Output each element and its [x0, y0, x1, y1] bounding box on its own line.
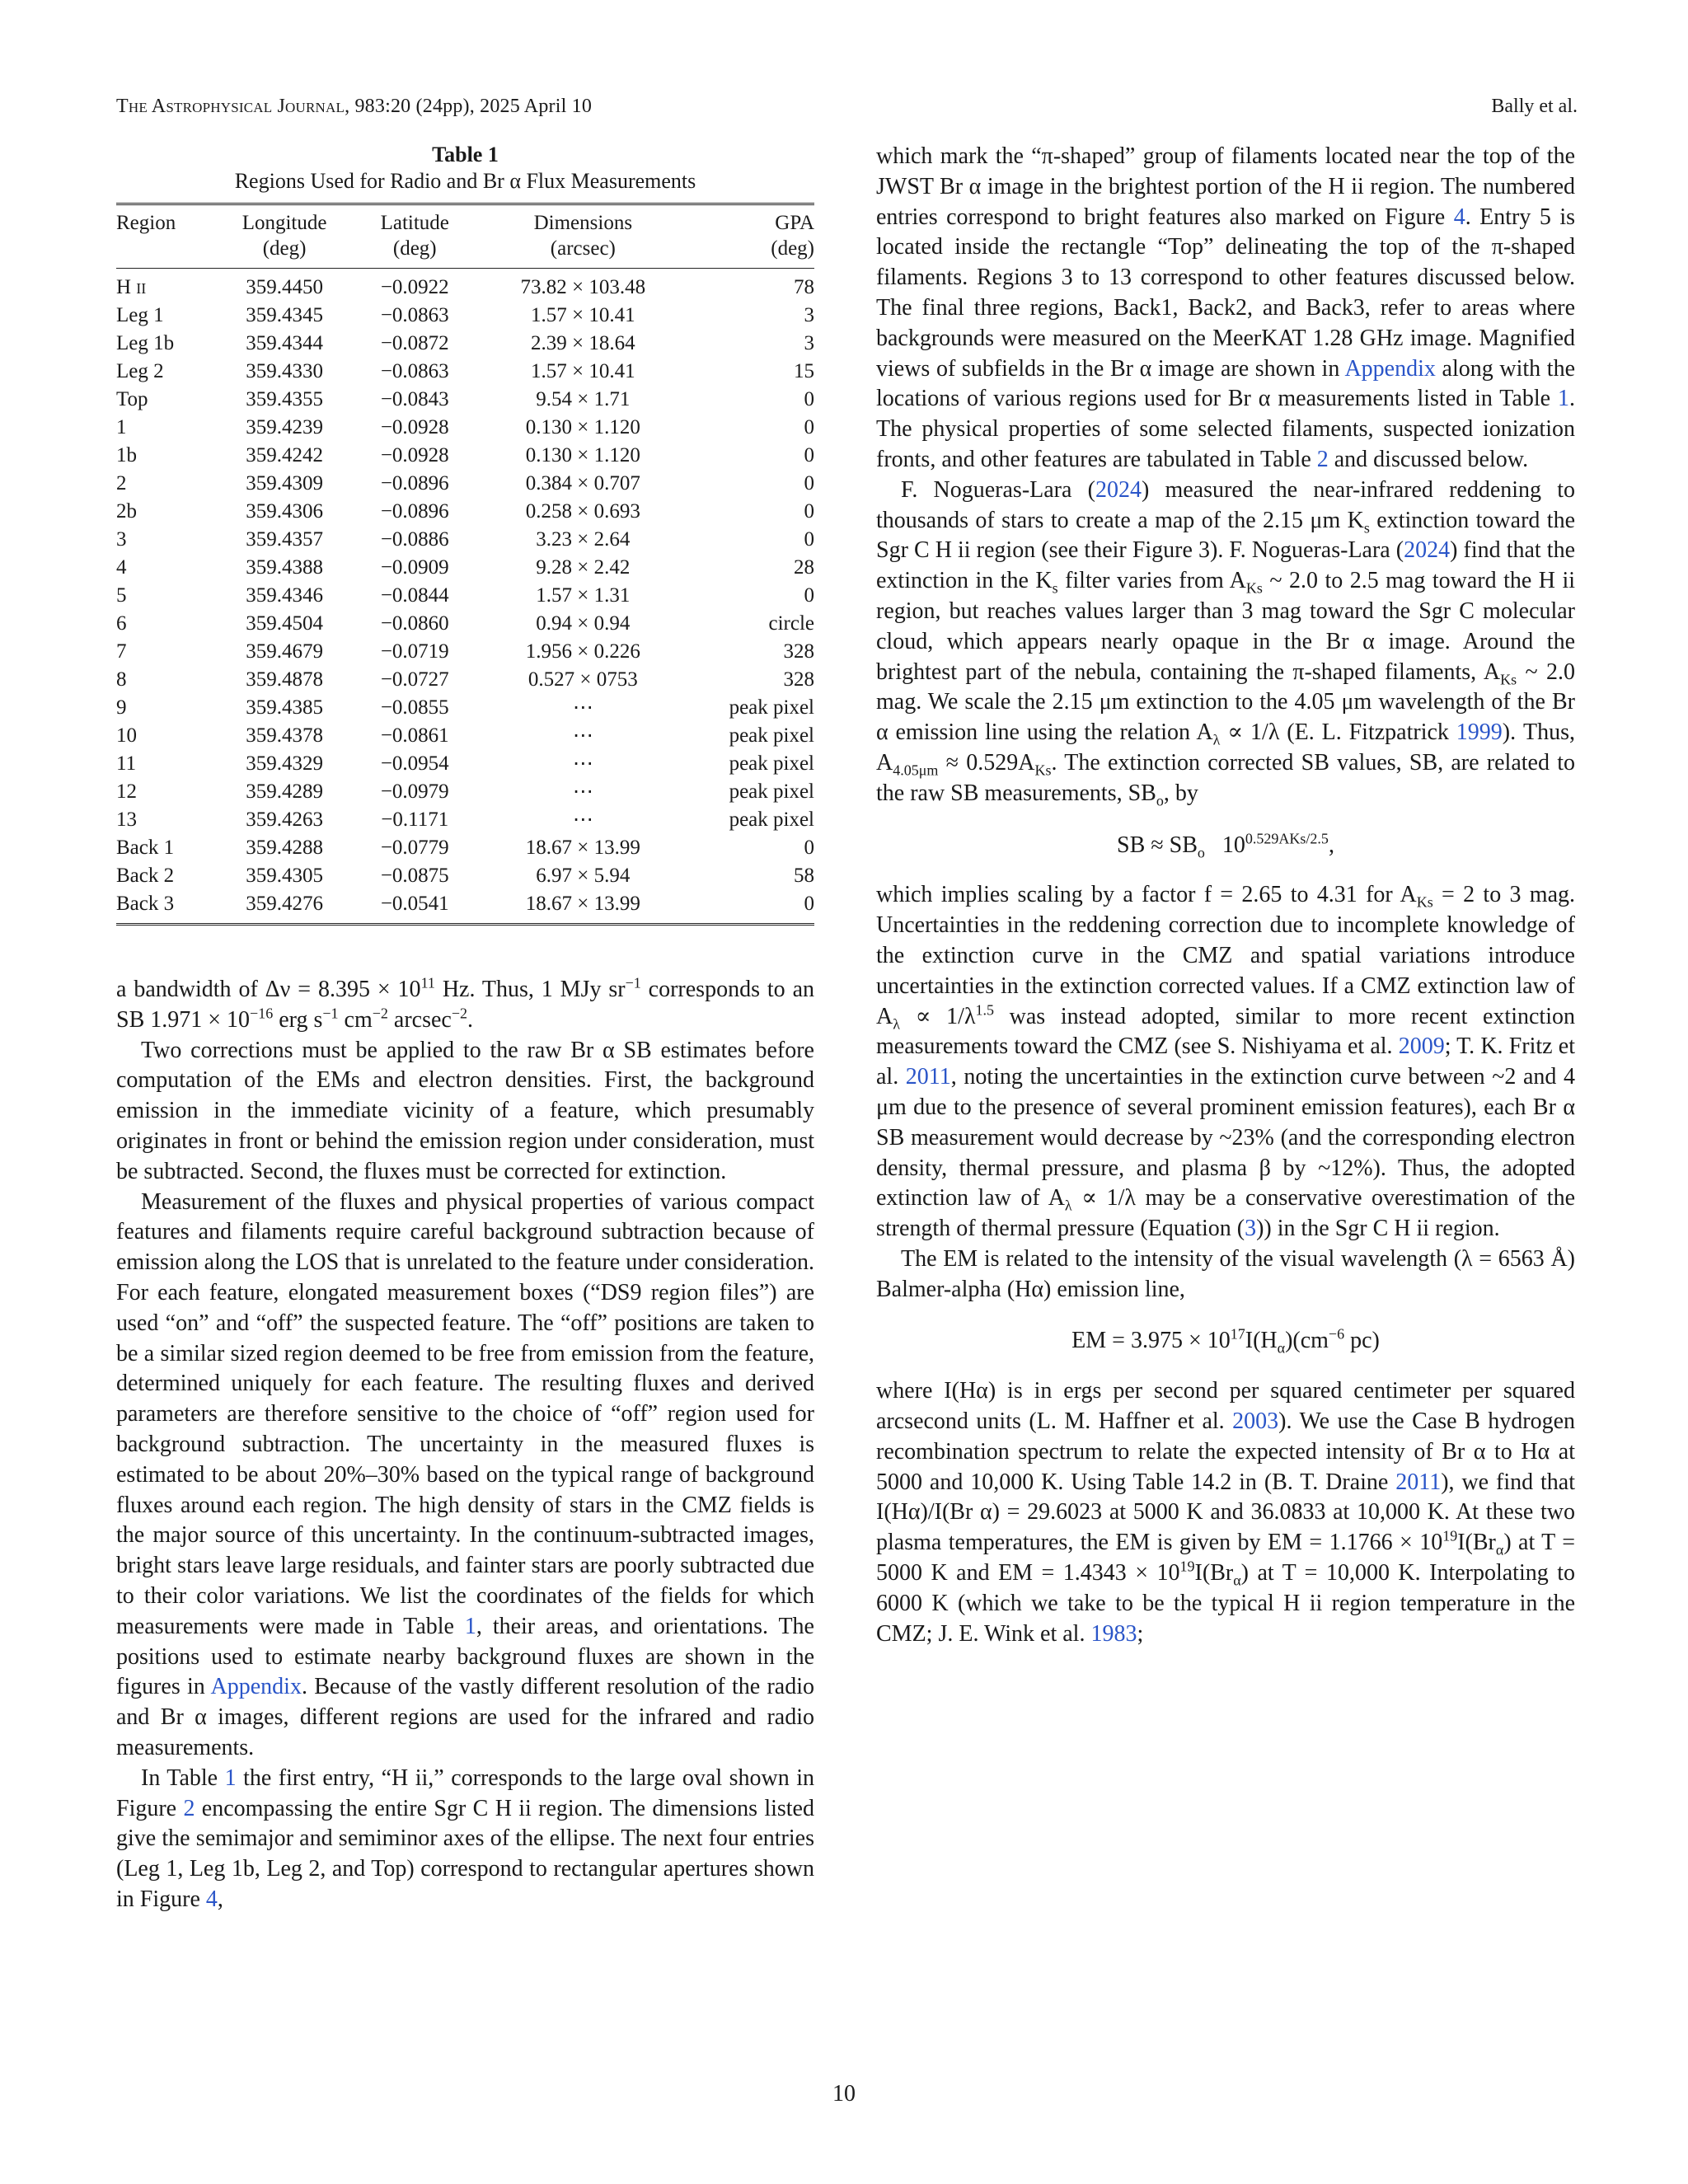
figure-2-link[interactable]: 2	[183, 1795, 195, 1821]
cell-dimensions: 3.23 × 2.64	[536, 528, 631, 551]
cell-region: Leg 1b	[116, 332, 175, 354]
table-row	[116, 269, 814, 302]
cell-latitude: −0.0896	[380, 500, 449, 523]
cell-longitude: 359.4330	[246, 360, 323, 382]
cell-latitude: −0.0928	[380, 416, 449, 438]
cell-longitude: 359.4263	[246, 808, 323, 831]
cell-region: 5	[116, 584, 127, 607]
citation-link[interactable]: 1999	[1456, 719, 1503, 746]
citation-link[interactable]: 2011	[905, 1064, 951, 1090]
cell-region: Leg 2	[116, 360, 164, 382]
cell-gpa: 0	[804, 444, 814, 466]
cell-longitude: 359.4450	[246, 276, 323, 298]
running-header-journal	[116, 96, 592, 118]
running-header-authors: Bally et al.	[1491, 96, 1578, 117]
table-row	[116, 302, 814, 330]
cell-latitude: −0.0979	[380, 780, 449, 803]
equation-em: EM = $3.975 \times 10^{17}I(H_\alpha)(cm^{-6}$ pc)	[1071, 1326, 1380, 1357]
paragraph-em: The EM is related to the intensity of the visual wavelength (λ = 6563 Å) Balmer-alpha (Hα) emission line,	[876, 1245, 1575, 1302]
cell-longitude: 359.4288	[246, 837, 323, 859]
cell-longitude: 359.4309	[246, 472, 323, 494]
equation-3-link[interactable]: 3	[1245, 1216, 1257, 1242]
appendix-link[interactable]: Appendix	[210, 1674, 302, 1700]
table-row	[116, 470, 814, 498]
cell-gpa: 78	[794, 276, 814, 298]
table-row	[116, 442, 814, 470]
table-row	[116, 806, 814, 834]
cell-longitude: 359.4306	[246, 500, 323, 523]
col-header-longitude: Longitude (deg)	[217, 204, 351, 269]
cell-gpa: 328	[783, 640, 814, 663]
table-1-link[interactable]: 1	[224, 1765, 237, 1791]
table-row	[116, 694, 814, 722]
cell-gpa: 0	[688, 890, 814, 925]
cell-gpa: peak pixel	[729, 724, 814, 747]
appendix-link[interactable]: Appendix	[1344, 355, 1436, 382]
cell-latitude: −0.0541	[352, 890, 478, 925]
cell-gpa: 0	[804, 472, 814, 494]
cell-gpa: 28	[794, 556, 814, 579]
cell-gpa: 3	[804, 304, 814, 326]
table-row	[116, 834, 814, 862]
cell-region: 13	[116, 808, 137, 831]
equation-sb: SB ≈ $SB_o$ $10^{0.529AKs/2.5}$,	[1117, 830, 1334, 861]
cell-dimensions: 0.94 × 0.94	[536, 612, 631, 635]
cell-longitude: 359.4385	[246, 696, 323, 719]
table-row	[116, 778, 814, 806]
col-header-latitude: Latitude (deg)	[352, 204, 478, 269]
table-subtitle: Regions Used for Radio and Br α Flux Measurements	[234, 169, 696, 193]
cell-longitude: 359.4679	[246, 640, 323, 663]
cell-dimensions: 0.384 × 0.707	[525, 472, 640, 494]
cell-dimensions: ⋯	[572, 696, 593, 719]
citation-link[interactable]: 1983	[1090, 1620, 1137, 1647]
table-title: Table 1	[432, 143, 499, 166]
cell-dimensions: 1.57 × 1.31	[536, 584, 631, 607]
table-row	[116, 610, 814, 638]
cell-latitude: −0.0855	[380, 696, 449, 719]
table-header-row	[116, 204, 814, 269]
table-row	[116, 414, 814, 442]
cell-dimensions: 18.67 × 13.99	[525, 837, 640, 859]
table-row	[116, 526, 814, 554]
cell-region: Back 1	[116, 837, 175, 859]
left-column	[116, 142, 814, 1915]
table-row	[116, 330, 814, 358]
col-header-region: Region	[116, 204, 217, 269]
cell-dimensions: ⋯	[572, 808, 593, 831]
cell-longitude: 359.4345	[246, 304, 323, 326]
figure-4-link[interactable]: 4	[1453, 204, 1465, 230]
cell-latitude: −0.0863	[380, 304, 449, 326]
paragraph-table-entries: In Table 1 the first entry, “H ii,” corresponds to the large oval shown in Figure 2 encompassing the entire Sgr C H ii region. The dimensions listed give the semimajor and semiminor axes of the ellipse. The next four entries (Leg 1, Leg 1b, Leg 2, and Top) correspond to rectangular apertures shown in Figure 4,	[116, 1765, 814, 1912]
cell-dimensions: ⋯	[572, 724, 593, 747]
cell-dimensions: ⋯	[572, 752, 593, 775]
cell-latitude: −0.0779	[380, 837, 449, 859]
table-row	[116, 862, 814, 890]
cell-dimensions: 18.67 × 13.99	[478, 890, 688, 925]
cell-longitude: 359.4289	[246, 780, 323, 803]
cell-dimensions: 0.130 × 1.120	[525, 444, 640, 466]
cell-latitude: −0.0886	[380, 528, 449, 551]
cell-longitude: 359.4242	[246, 444, 323, 466]
cell-longitude: 359.4344	[246, 332, 323, 354]
cell-dimensions: 0.527 × 0753	[528, 668, 638, 691]
cell-latitude: −0.0875	[380, 865, 449, 887]
cell-gpa: 0	[804, 584, 814, 607]
cell-gpa: 0	[804, 388, 814, 410]
cell-latitude: −0.0843	[380, 388, 449, 410]
cell-region: Back 2	[116, 865, 175, 887]
paragraph-corrections: Two corrections must be applied to the raw Br α SB estimates before computation of the EMs and electron densities. First, the background emission in the immediate vicinity of a feature, which presumably originates in front or behind the emission region under consideration, must be subtracted. Second, the fluxes must be corrected for extinction.	[116, 1037, 814, 1184]
cell-region: 6	[116, 612, 127, 635]
cell-dimensions: 9.28 × 2.42	[536, 556, 631, 579]
cell-gpa: circle	[768, 612, 814, 635]
paragraph-pi-filaments: which mark the “π-shaped” group of filaments located near the top of the JWST Br α image in the brightest portion of the H ii region. The numbered entries correspond to bright features also marked on Figure 4. Entry 5 is located inside the rectangle “Top” delineating the top of the π-shaped filaments. Regions 3 to 13 correspond to other features discussed below. The final three regions, Back1, Back2, and Back3, refer to areas where backgrounds were measured on the MeerKAT 1.28 GHz image. Magnified views of subfields in the Br α image are shown in Appendix along with the locations of various regions used for Br α measurements listed in Table 1. The physical properties of some selected filaments, suspected ionization fronts, and other features are tabulated in Table 2 and discussed below.	[876, 143, 1575, 472]
cell-gpa: 58	[794, 865, 814, 887]
left-body-text	[116, 975, 814, 1915]
table-row	[116, 582, 814, 610]
table-caption	[116, 142, 814, 194]
cell-gpa: 0	[804, 416, 814, 438]
cell-latitude: −0.0922	[380, 276, 449, 298]
cell-latitude: −0.0954	[380, 752, 449, 775]
citation-link[interactable]: 2009	[1398, 1033, 1445, 1060]
cell-region: Top	[116, 388, 148, 410]
cell-dimensions: 1.956 × 0.226	[525, 640, 640, 663]
cell-longitude: 359.4388	[246, 556, 323, 579]
cell-gpa: 0	[804, 500, 814, 523]
table-row	[116, 498, 814, 526]
cell-region: Leg 1	[116, 304, 164, 326]
paragraph-extinction: F. Nogueras-Lara (2024) measured the near-infrared reddening to thousands of stars to create a map of the 2.15 μm $K_s$ extinction toward the Sgr C H ii region (see their Figure 3). F. Nogueras-Lara (2024) find that the extinction in the $K_s$ filter varies from $A_{Ks}$ ~ 2.0 to 2.5 mag toward the H ii region, but reaches values larger than 3 mag toward the Sgr C molecular cloud, which appears nearly opaque in the Br α image. Around the brightest part of the nebula, containing the π-shaped filaments, $A_{Ks}$ ~ 2.0 mag. We scale the 2.15 μm extinction to the 4.05 μm wavelength of the Br α emission line using the relation $A_\lambda \propto 1/\lambda$ (E. L. Fitzpatrick 1999). Thus, $A_{4.05\mu m} \approx 0.529A_{Ks}$. The extinction corrected SB values, SB, are related to the raw SB measurements, $SB_o$, by	[876, 476, 1576, 809]
table-1-link[interactable]: 1	[464, 1613, 476, 1639]
table-row	[116, 554, 814, 582]
cell-longitude: 359.4355	[246, 388, 323, 410]
cell-region: 11	[116, 752, 137, 775]
cell-dimensions: 2.39 × 18.64	[531, 332, 635, 354]
table-row	[116, 666, 814, 694]
journal-citation: , 983:20 (24pp), 2025 April 10	[345, 96, 593, 117]
cell-dimensions: 1.57 × 10.41	[531, 304, 635, 326]
cell-dimensions: 1.57 × 10.41	[531, 360, 635, 382]
cell-region: 4	[116, 556, 127, 579]
cell-dimensions: ⋯	[572, 780, 593, 803]
cell-longitude: 359.4378	[246, 724, 323, 747]
cell-dimensions: 0.130 × 1.120	[525, 416, 640, 438]
cell-latitude: −0.0860	[380, 612, 449, 635]
regions-table	[116, 203, 814, 926]
cell-longitude: 359.4329	[246, 752, 323, 775]
table-body	[116, 269, 814, 925]
paragraph-scaling: which implies scaling by a factor f = 2.65 to 4.31 for $A_{Ks} = 2$ to 3 mag. Uncertainties in the reddening correction due to incomplete knowledge of the extinction curve in the CMZ and spatial variations introduce uncertainties in the extinction corrected values. If a CMZ extinction law of $A_\lambda \propto 1/\lambda^{1.5}$ was instead adopted, similar to more recent extinction measurements toward the CMZ (see S. Nishiyama et al. 2009; T. K. Fritz et al. 2011, noting the uncertainties in the extinction curve between ~2 and 4 μm due to the presence of several prominent emission features), each Br α SB measurement would decrease by ~23% (and the corresponding electron density, thermal pressure, and plasma β by ~12%). Thus, the adopted extinction law of $A_\lambda \propto 1/\lambda$ may be a conservative overestimation of the strength of thermal pressure (Equation (3)) in the Sgr C H ii region.	[876, 882, 1576, 1242]
cell-region: 2	[116, 472, 127, 494]
table-row	[116, 386, 814, 414]
table-row	[116, 750, 814, 778]
cell-dimensions: 73.82 × 103.48	[520, 276, 646, 298]
cell-latitude: −0.0844	[380, 584, 449, 607]
table-2-link[interactable]: 2	[1316, 446, 1329, 472]
citation-link[interactable]: 2024	[1404, 537, 1451, 564]
cell-region: 9	[116, 696, 127, 719]
cell-latitude: −0.0928	[380, 444, 449, 466]
cell-latitude: −0.0727	[380, 668, 449, 691]
table-row	[116, 358, 814, 386]
citation-link[interactable]: 2003	[1232, 1408, 1279, 1435]
cell-region: 7	[116, 640, 127, 663]
table-row	[116, 638, 814, 666]
table-1-link[interactable]: 1	[1558, 386, 1569, 412]
cell-latitude: −0.0872	[380, 332, 449, 354]
cell-longitude: 359.4504	[246, 612, 323, 635]
cell-latitude: −0.1171	[381, 808, 449, 831]
journal-name: The Astrophysical Journal	[116, 96, 345, 117]
paragraph-case-b: where I(Hα) is in ergs per second per squared centimeter per squared arcsecond units (L. M. Haffner et al. 2003). We use the Case B hydrogen recombination spectrum to relate the expected intensity of Br α to Hα at 5000 and 10,000 K. Using Table 14.2 in (B. T. Draine 2011), we find that I(Hα)/I(Br α) = 29.6023 at 5000 K and 36.0833 at 10,000 K. At these two plasma temperatures, the EM is given by EM = $1.1766 \times 10^{19}I(Br_\alpha)$ at T = 5000 K and EM = $1.4343 \times 10^{19}I(Br_\alpha)$ at T = 10,000 K. Interpolating to 6000 K (which we take to be the typical H ii region temperature in the CMZ; J. E. Wink et al. 1983;	[876, 1378, 1575, 1647]
citation-link[interactable]: 2011	[1395, 1469, 1442, 1495]
cell-gpa: 0	[804, 837, 814, 859]
page-number: 10	[832, 2081, 856, 2107]
cell-dimensions: 9.54 × 1.71	[536, 388, 631, 410]
cell-longitude: 359.4346	[246, 584, 323, 607]
cell-gpa: 328	[783, 668, 814, 691]
paragraph-measurement: Measurement of the fluxes and physical properties of various compact features and filaments require careful background subtraction because of emission along the LOS that is unrelated to the feature under consideration. For each feature, elongated measurement boxes (“DS9 region files”) are used “on” and “off” the suspected feature. The “off” positions are taken to be a similar sized region deemed to be free from emission from the feature, determined uniquely for each feature. The resulting fluxes and derived parameters are therefore sensitive to the choice of “off” region used for background subtraction. The uncertainty in the measured fluxes is estimated to be about 20%–30% based on the typical range of background fluxes around each region. The high density of stars in the CMZ fields is the major source of this uncertainty. In the continuum-subtracted images, bright stars leave large residuals, and fainter stars are poorly subtracted due to their color variations. We list the coordinates of the fields for which measurements were made in Table 1, their areas, and orientations. The positions used to estimate nearby background fluxes are shown in the figures in Appendix. Because of the vastly different resolution of the radio and Br α images, different regions are used for the infrared and radio measurements.	[116, 1188, 814, 1760]
cell-dimensions: 0.258 × 0.693	[525, 500, 640, 523]
cell-gpa: 3	[804, 332, 814, 354]
cell-latitude: −0.0719	[380, 640, 449, 663]
cell-gpa: peak pixel	[729, 780, 814, 803]
cell-latitude: −0.0863	[380, 360, 449, 382]
cell-latitude: −0.0909	[380, 556, 449, 579]
cell-region: Back 3	[116, 890, 217, 925]
cell-region: 2b	[116, 500, 137, 523]
cell-region: H ii	[116, 276, 147, 298]
right-column	[876, 142, 1575, 1649]
cell-gpa: peak pixel	[729, 752, 814, 775]
cell-longitude: 359.4276	[217, 890, 351, 925]
cell-longitude: 359.4305	[246, 865, 323, 887]
cell-region: 1	[116, 416, 127, 438]
cell-longitude: 359.4239	[246, 416, 323, 438]
col-header-dimensions: Dimensions (arcsec)	[478, 204, 688, 269]
cell-gpa: 15	[794, 360, 814, 382]
cell-latitude: −0.0861	[380, 724, 449, 747]
paragraph-bandwidth: a bandwidth of $\Delta\nu = 8.395 \times 10^{11}$ Hz. Thus, 1 MJy $sr^{-1}$ corresponds to an SB $1.971 \times 10^{-16}$ erg $s^{-1}$ $cm^{-2}$ arcsec$^{-2}$.	[116, 974, 814, 1033]
cell-gpa: 0	[804, 528, 814, 551]
cell-gpa: peak pixel	[729, 808, 814, 831]
cell-region: 8	[116, 668, 127, 691]
cell-gpa: peak pixel	[729, 696, 814, 719]
table-row	[116, 890, 814, 925]
cell-region: 10	[116, 724, 137, 747]
citation-link[interactable]: 2024	[1095, 476, 1142, 503]
cell-region: 12	[116, 780, 137, 803]
cell-longitude: 359.4357	[246, 528, 323, 551]
col-header-gpa: GPA (deg)	[688, 204, 814, 269]
cell-region: 1b	[116, 444, 137, 466]
cell-longitude: 359.4878	[246, 668, 323, 691]
cell-latitude: −0.0896	[380, 472, 449, 494]
table-row	[116, 722, 814, 750]
figure-4-link[interactable]: 4	[205, 1886, 218, 1912]
cell-region: 3	[116, 528, 127, 551]
cell-dimensions: 6.97 × 5.94	[536, 865, 631, 887]
